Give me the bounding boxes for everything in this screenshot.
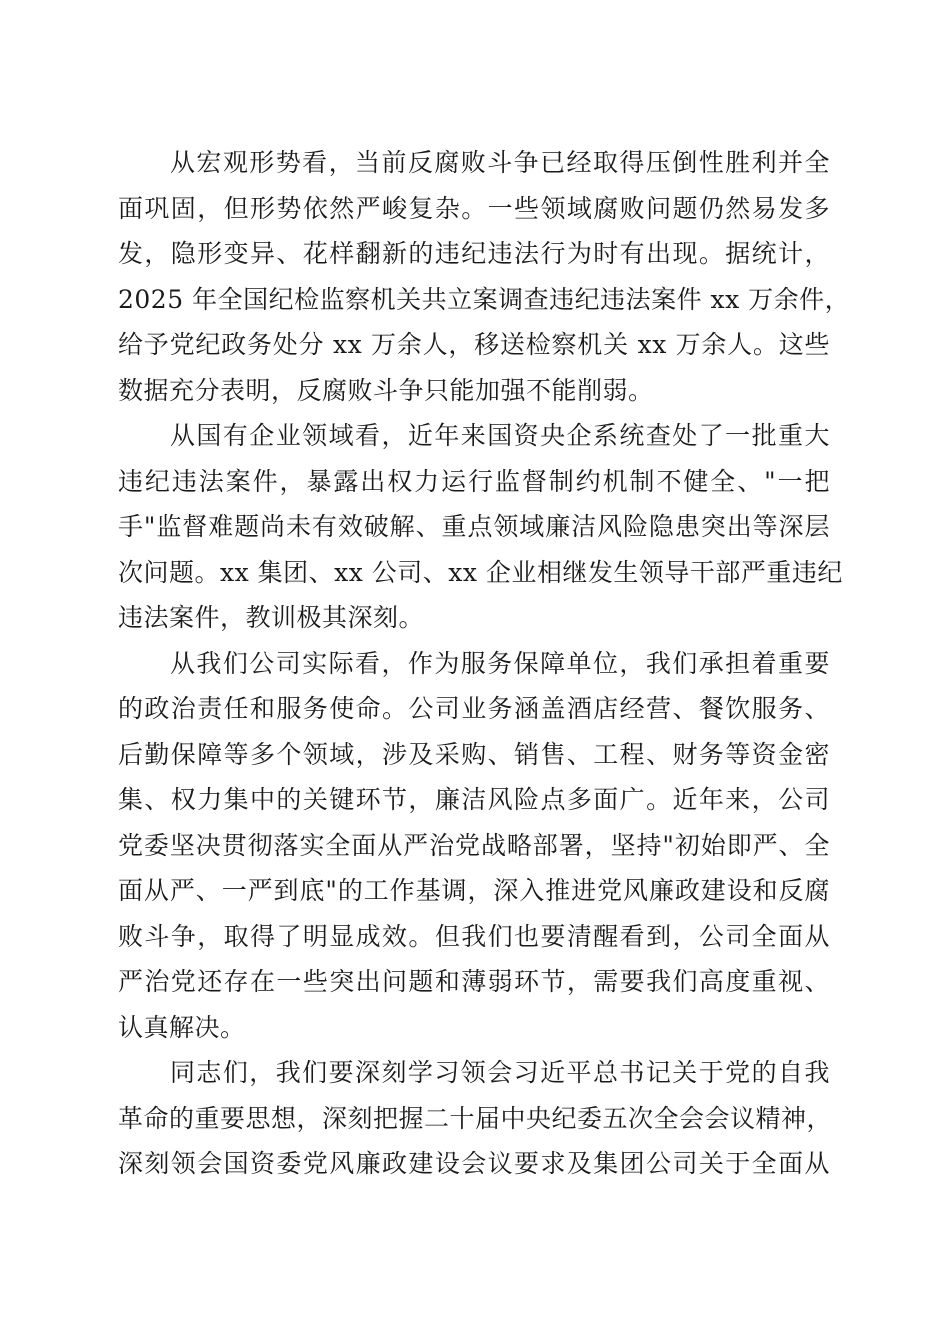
paragraph-line: 面从严、一严到底"的工作基调，深入推进党风廉政建设和反腐 — [118, 876, 830, 905]
paragraph-line: 从国有企业领域看，近年来国资央企系统查处了一批重大 — [170, 421, 830, 450]
paragraph-line: 革命的重要思想，深刻把握二十届中央纪委五次全会会议精神， — [118, 1103, 833, 1133]
paragraph-line: 集、权力集中的关键环节，廉洁风险点多面广。近年来，公司 — [118, 785, 830, 814]
paragraph-line: 党委坚决贯彻落实全面从严治党战略部署，坚持"初始即严、全 — [118, 830, 830, 860]
paragraph-line: 从我们公司实际看，作为服务保障单位，我们承担着重要 — [170, 648, 830, 678]
paragraph-line: 从宏观形势看，当前反腐败斗争已经取得压倒性胜利并全 — [170, 148, 830, 177]
paragraph-line: 认真解决。 — [118, 1012, 246, 1042]
paragraph-line: 次问题。xx 集团、xx 公司、xx 企业相继发生领导干部严重违纪 — [118, 557, 843, 587]
paragraph-line: 手"监督难题尚未有效破解、重点领域廉洁风险隐患突出等深层 — [118, 512, 830, 541]
paragraph-line: 同志们，我们要深刻学习领会习近平总书记关于党的自我 — [170, 1058, 830, 1087]
paragraph — [118, 1050, 833, 1187]
paragraph-line: 的政治责任和服务使命。公司业务涵盖酒店经营、餐饮服务、 — [118, 694, 830, 723]
paragraph-line: 面巩固，但形势依然严峻复杂。一些领域腐败问题仍然易发多 — [118, 193, 830, 223]
paragraph-line: 深刻领会国资委党风廉政建设会议要求及集团公司关于全面从 — [118, 1149, 830, 1178]
paragraph-line: 2025 年全国纪检监察机关共立案调查违纪违法案件 xx 万余件， — [118, 284, 851, 314]
paragraph-line: 数据充分表明，反腐败斗争只能加强不能削弱。 — [118, 375, 654, 405]
paragraph-line: 败斗争，取得了明显成效。但我们也要清醒看到，公司全面从 — [118, 921, 830, 951]
paragraph-line: 违纪违法案件，暴露出权力运行监督制约机制不健全、"一把 — [118, 466, 830, 496]
paragraph-line: 严治党还存在一些突出问题和薄弱环节，需要我们高度重视、 — [118, 967, 830, 996]
paragraph — [118, 641, 830, 1051]
document-body — [118, 140, 851, 1187]
paragraph — [118, 413, 843, 641]
paragraph-line: 给予党纪政务处分 xx 万余人，移送检察机关 xx 万余人。这些 — [118, 330, 830, 359]
paragraph-line: 发，隐形变异、花样翻新的违纪违法行为时有出现。据统计， — [118, 239, 830, 268]
paragraph — [118, 140, 851, 413]
paragraph-line: 违法案件，教训极其深刻。 — [118, 603, 425, 632]
paragraph-line: 后勤保障等多个领域，涉及采购、销售、工程、财务等资金密 — [118, 739, 830, 769]
